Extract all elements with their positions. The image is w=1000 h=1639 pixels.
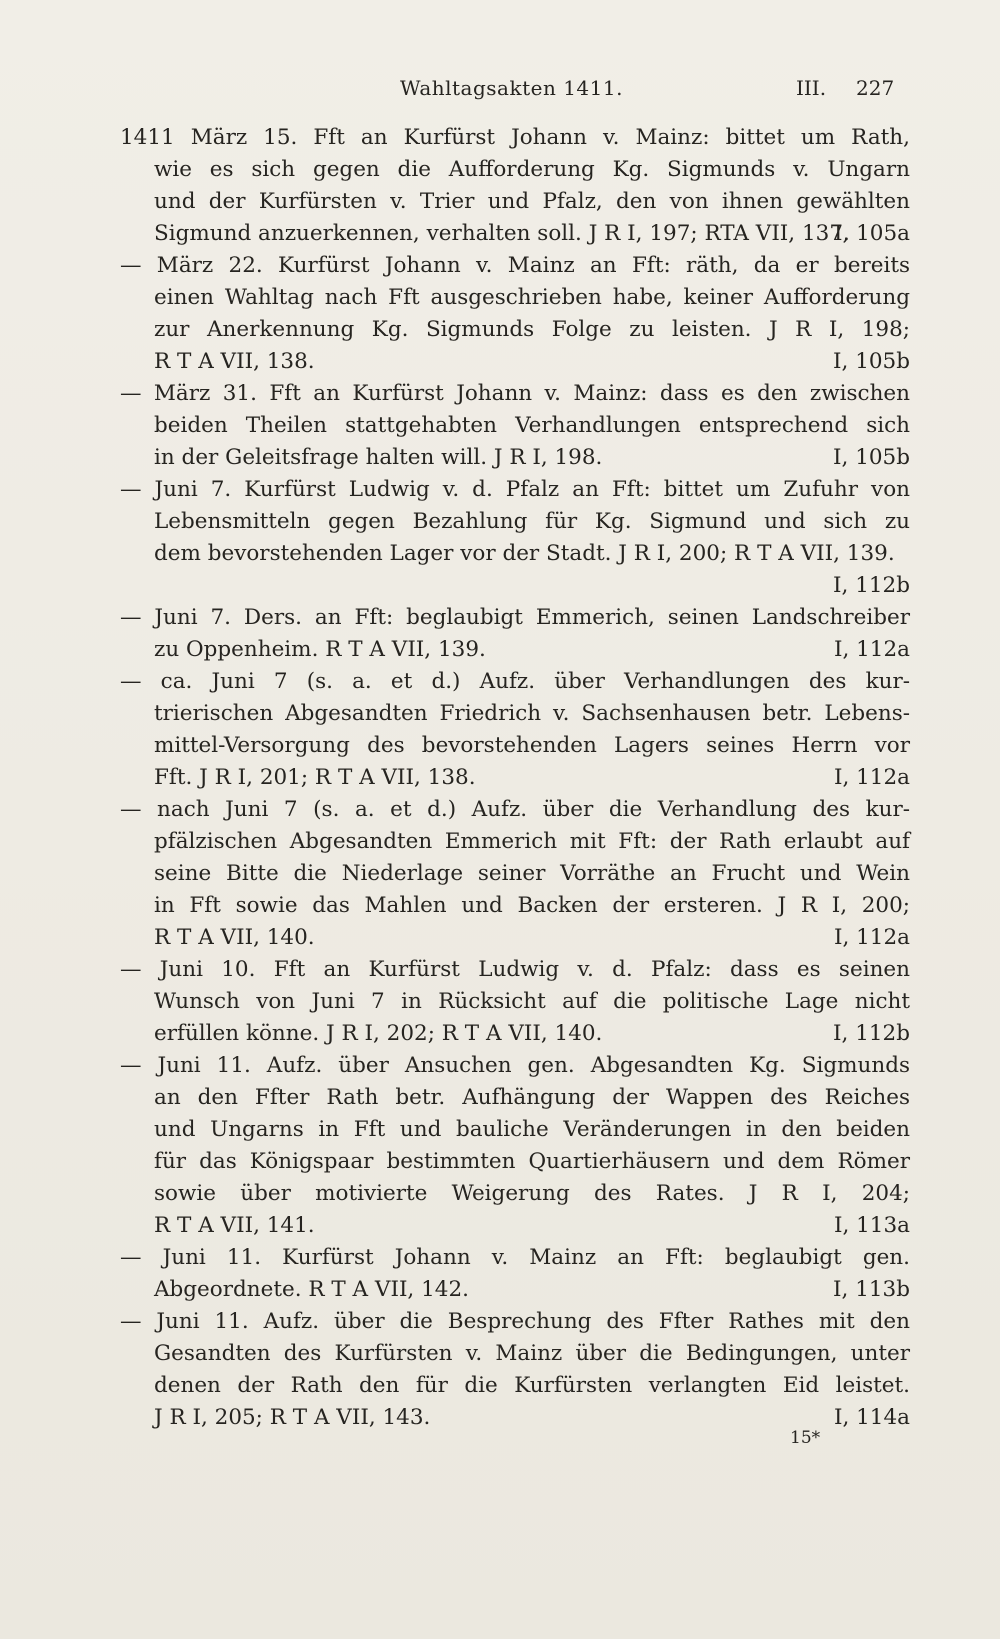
entry-text: seine Bitte die Niederlage seiner Vorräthe an Frucht und Wein xyxy=(154,861,910,886)
entry-text-line xyxy=(154,1210,910,1242)
entry-text: — Juni 7. Ders. an Fft: beglaubigt Emmerich, seinen Landschreiber xyxy=(120,605,910,630)
entry-text: Wunsch von Juni 7 in Rücksicht auf die politische Lage nicht xyxy=(154,989,910,1014)
entry-heading-line xyxy=(120,602,910,634)
entry-text: in der Geleitsfrage halten will. J R I, 198. xyxy=(154,445,603,470)
entry-text: Fft. J R I, 201; R T A VII, 138. xyxy=(154,765,476,790)
page-number: 227 xyxy=(856,76,895,100)
folio-reference: I, 112a xyxy=(833,925,910,950)
folio-reference: I, 112a xyxy=(833,637,910,662)
entry-list xyxy=(120,122,910,1434)
running-title: Wahltagsakten 1411. xyxy=(400,76,623,100)
entry-text-line xyxy=(154,1082,910,1114)
entry-text: erfüllen könne. J R I, 202; R T A VII, 140. xyxy=(154,1021,603,1046)
entry-text: — nach Juni 7 (s. a. et d.) Aufz. über die Verhandlung des kur- xyxy=(120,797,910,822)
calendar-entry xyxy=(120,794,910,954)
entry-text-line xyxy=(154,634,910,666)
entry-text-line xyxy=(154,762,910,794)
entry-text-line xyxy=(154,730,910,762)
entry-heading-line xyxy=(120,666,910,698)
folio-reference: I, 105b xyxy=(833,445,910,470)
entry-text-line xyxy=(154,538,910,570)
entry-text-line xyxy=(154,1018,910,1050)
calendar-entry xyxy=(120,666,910,794)
entry-text: und Ungarns in Fft und bauliche Veränderungen in den beiden xyxy=(154,1117,910,1142)
folio-reference: I, 112b xyxy=(833,1021,910,1046)
calendar-entry xyxy=(120,122,910,250)
folio-reference: I, 113a xyxy=(833,1213,910,1238)
calendar-entry xyxy=(120,1306,910,1434)
entry-text: R T A VII, 138. xyxy=(154,349,315,374)
entry-heading-line xyxy=(120,794,910,826)
entry-text-line xyxy=(154,858,910,890)
entry-text-line xyxy=(154,698,910,730)
entry-text: mittel-Versorgung des bevorstehenden Lagers seines Herrn vor xyxy=(154,733,910,758)
entry-text: Sigmund anzuerkennen, verhalten soll. J R I, 197; RTA VII, 137. xyxy=(154,221,850,246)
folio-reference: I, 113b xyxy=(833,1277,910,1302)
entry-text: R T A VII, 140. xyxy=(154,925,315,950)
entry-text: — Juni 11. Aufz. über Ansuchen gen. Abgesandten Kg. Sigmunds xyxy=(120,1053,910,1078)
entry-text-line xyxy=(154,186,910,218)
calendar-entry xyxy=(120,378,910,474)
entry-text-line xyxy=(154,410,910,442)
folio-reference: I, 105a xyxy=(833,221,910,246)
section-label: III. xyxy=(796,76,827,100)
entry-text: — März 31. Fft an Kurfürst Johann v. Mainz: dass es den zwischen xyxy=(120,381,910,406)
entry-text: einen Wahltag nach Fft ausgeschrieben habe, keiner Aufforderung xyxy=(154,285,910,310)
entry-text: beiden Theilen stattgehabten Verhandlungen entsprechend sich xyxy=(154,413,910,438)
entry-text-line xyxy=(154,1274,910,1306)
entry-text: trierischen Abgesandten Friedrich v. Sachsenhausen betr. Lebens- xyxy=(154,701,910,726)
calendar-entry xyxy=(120,1242,910,1306)
entry-heading-line xyxy=(120,378,910,410)
entry-text: wie es sich gegen die Aufforderung Kg. Sigmunds v. Ungarn xyxy=(154,157,910,182)
signature-mark: 15* xyxy=(790,1428,821,1448)
entry-text-line xyxy=(154,1178,910,1210)
entry-text-line xyxy=(154,1146,910,1178)
calendar-entry xyxy=(120,954,910,1050)
folio-reference-line xyxy=(154,570,910,602)
entry-text-line xyxy=(154,1338,910,1370)
entry-text-line xyxy=(154,218,910,250)
entry-text: — März 22. Kurfürst Johann v. Mainz an Fft: räth, da er bereits xyxy=(120,253,910,278)
entry-text-line xyxy=(154,826,910,858)
entry-heading-line xyxy=(120,1050,910,1082)
entry-text: und der Kurfürsten v. Trier und Pfalz, den von ihnen gewählten xyxy=(154,189,910,214)
entry-text-line xyxy=(154,154,910,186)
entry-heading-line xyxy=(120,122,910,154)
entry-text-line xyxy=(154,986,910,1018)
entry-text: Lebensmitteln gegen Bezahlung für Kg. Sigmund und sich zu xyxy=(154,509,910,534)
entry-text: pfälzischen Abgesandten Emmerich mit Fft: der Rath erlaubt auf xyxy=(154,829,910,854)
entry-text-line xyxy=(154,1370,910,1402)
folio-reference: I, 114a xyxy=(833,1405,910,1430)
entry-heading-line xyxy=(120,1242,910,1274)
calendar-entry xyxy=(120,250,910,378)
entry-text-line xyxy=(154,282,910,314)
entry-text: denen der Rath den für die Kurfürsten verlangten Eid leistet. xyxy=(154,1373,910,1398)
entry-text: R T A VII, 141. xyxy=(154,1213,315,1238)
entry-text-line xyxy=(154,1114,910,1146)
entry-heading-line xyxy=(120,474,910,506)
folio-reference: I, 105b xyxy=(833,349,910,374)
entry-text-line xyxy=(154,506,910,538)
entry-text: — Juni 11. Kurfürst Johann v. Mainz an Fft: beglaubigt gen. xyxy=(120,1245,910,1270)
calendar-entry xyxy=(120,1050,910,1242)
entry-text: sowie über motivierte Weigerung des Rates. J R I, 204; xyxy=(154,1181,910,1206)
entry-text: Abgeordnete. R T A VII, 142. xyxy=(154,1277,469,1302)
entry-text: — Juni 10. Fft an Kurfürst Ludwig v. d. Pfalz: dass es seinen xyxy=(120,957,910,982)
entry-text: zur Anerkennung Kg. Sigmunds Folge zu leisten. J R I, 198; xyxy=(154,317,910,342)
entry-text: zu Oppenheim. R T A VII, 139. xyxy=(154,637,486,662)
entry-text: an den Ffter Rath betr. Aufhängung der Wappen des Reiches xyxy=(154,1085,910,1110)
entry-text-line xyxy=(154,922,910,954)
entry-text: 1411 März 15. Fft an Kurfürst Johann v. Mainz: bittet um Rath, xyxy=(120,125,910,150)
entry-text: für das Königspaar bestimmten Quartierhäusern und dem Römer xyxy=(154,1149,910,1174)
entry-text: Gesandten des Kurfürsten v. Mainz über die Bedingungen, unter xyxy=(154,1341,910,1366)
entry-heading-line xyxy=(120,1306,910,1338)
entry-text: — Juni 7. Kurfürst Ludwig v. d. Pfalz an Fft: bittet um Zufuhr von xyxy=(120,477,910,502)
folio-reference: I, 112a xyxy=(833,765,910,790)
entry-text-line xyxy=(154,314,910,346)
entry-text: — ca. Juni 7 (s. a. et d.) Aufz. über Verhandlungen des kur- xyxy=(120,669,910,694)
entry-text: in Fft sowie das Mahlen und Backen der ersteren. J R I, 200; xyxy=(154,893,910,918)
folio-reference: I, 112b xyxy=(833,573,910,598)
entry-text: — Juni 11. Aufz. über die Besprechung des Ffter Rathes mit den xyxy=(120,1309,910,1334)
entry-heading-line xyxy=(120,954,910,986)
entry-text-line xyxy=(154,890,910,922)
calendar-entry xyxy=(120,474,910,602)
entry-text-line xyxy=(154,346,910,378)
entry-text: J R I, 205; R T A VII, 143. xyxy=(154,1405,431,1430)
page-header xyxy=(0,68,1000,108)
entry-text-line xyxy=(154,442,910,474)
entry-heading-line xyxy=(120,250,910,282)
entry-text: dem bevorstehenden Lager vor der Stadt. J R I, 200; R T A VII, 139. xyxy=(154,541,895,566)
calendar-entry xyxy=(120,602,910,666)
